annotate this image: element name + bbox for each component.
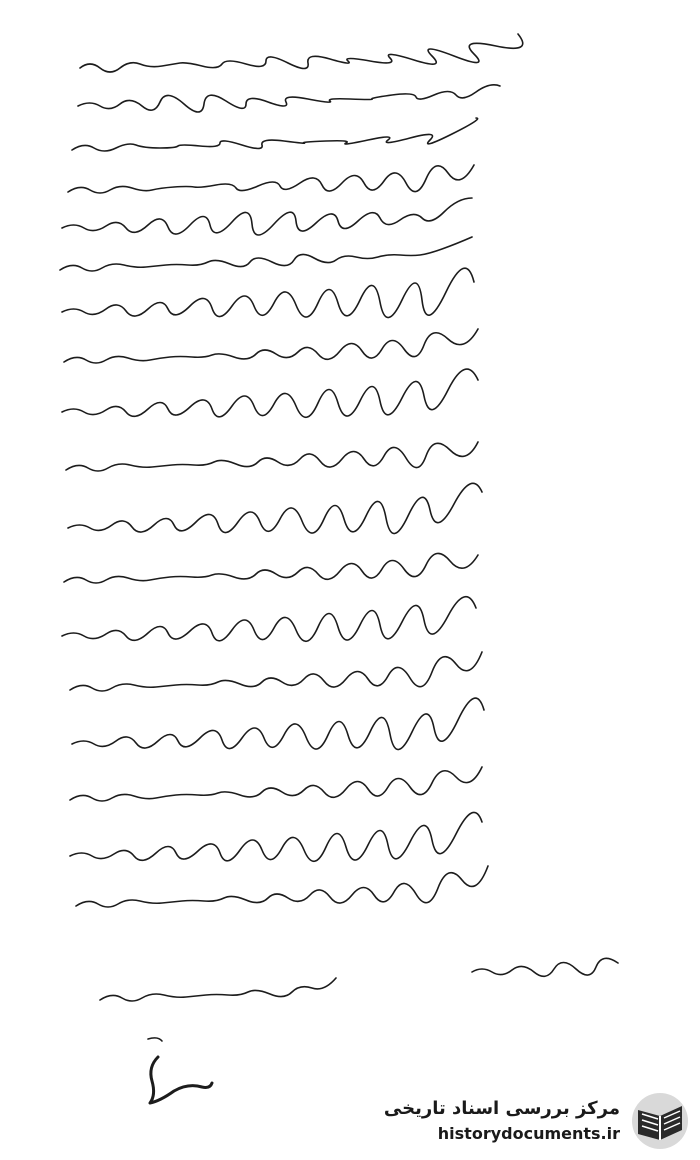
handwritten-line (80, 34, 523, 72)
handwritten-signature (140, 1035, 230, 1125)
handwritten-line (72, 118, 478, 151)
watermark-title: مرکز بررسی اسناد تاریخی (383, 1098, 620, 1119)
handwritten-line (62, 369, 478, 417)
handwritten-line (472, 958, 618, 976)
handwritten-line (62, 597, 476, 642)
handwritten-line (100, 978, 336, 1001)
handwritten-line (62, 198, 472, 235)
handwritten-line (70, 812, 482, 861)
handwritten-line (68, 483, 482, 533)
handwritten-line (78, 85, 500, 112)
handwritten-line (60, 237, 472, 271)
handwritten-line (76, 866, 488, 907)
book-logo-icon (628, 1090, 692, 1152)
handwritten-line (62, 268, 474, 317)
handwritten-line (70, 767, 482, 801)
handwritten-line (70, 652, 482, 691)
watermark-url: historydocuments.ir (437, 1124, 620, 1143)
handwritten-line (68, 165, 474, 193)
watermark (383, 1090, 692, 1152)
handwritten-line (72, 698, 484, 749)
handwritten-line (64, 553, 478, 583)
handwritten-line (64, 329, 478, 363)
handwritten-line (66, 442, 478, 471)
